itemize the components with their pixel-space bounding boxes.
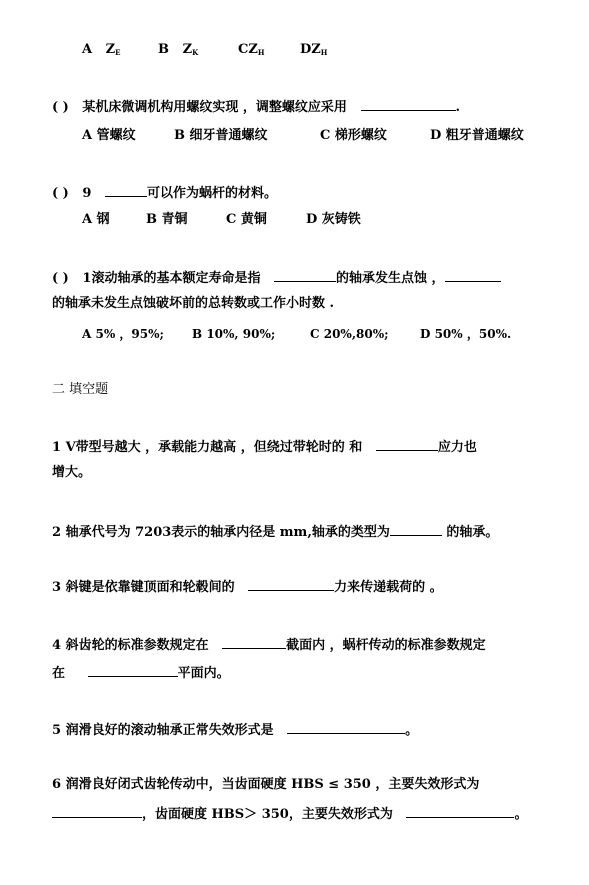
q0-option-b-value: Z [182, 42, 193, 57]
f4-text-post: 截面内 ，蜗杆传动的标准参数规定 [286, 638, 486, 653]
q0-option-d-value: DZ [300, 42, 321, 57]
q3-paren: ( ) [52, 271, 69, 286]
f5-text-pre: 5 润滑良好的滚动轴承正常失效形式是 [52, 723, 274, 738]
q3-blank-2[interactable] [445, 269, 501, 282]
f3-blank[interactable] [248, 578, 334, 591]
q0-option-b-key: B [158, 42, 169, 57]
f2-line [52, 523, 498, 541]
q0-option-c [238, 42, 300, 61]
f2-text-post: 的轴承。 [446, 525, 499, 540]
q2-option-c: C 黄铜 [226, 212, 267, 227]
q3-text-line2: 的轴承未发生点蚀破坏前的总转数或工作小时数 . [52, 296, 335, 311]
f2-blank[interactable] [390, 523, 442, 536]
q1-text: 某机床微调机构用螺纹实现 ，调整螺纹应采用 [82, 100, 347, 115]
f4-blank-2[interactable] [88, 664, 178, 677]
f4-line2-pre: 在 [52, 666, 66, 681]
q3-option-d: D 50% ，50%. [420, 327, 512, 341]
q0-options [82, 42, 327, 61]
f4-line2 [52, 664, 230, 682]
q0-option-d-sub: H [320, 48, 328, 57]
f2-text-pre: 2 轴承代号为 7203表示的轴承内径是 mm,轴承的类型为 [52, 525, 390, 540]
f6-blank-2[interactable] [406, 805, 514, 818]
q2-option-b: B 青铜 [146, 212, 188, 227]
q2-text: 可以作为蜗杆的材料。 [147, 186, 278, 201]
f6-line2 [52, 805, 527, 823]
q1-option-d: D 粗牙普通螺纹 [430, 128, 524, 143]
q2-paren: ( ) [52, 186, 69, 201]
q1-option-a: A 管螺纹 [82, 128, 136, 143]
q0-option-b [158, 42, 238, 61]
q0-option-a [82, 42, 158, 61]
f4-line1 [52, 636, 486, 654]
q0-option-c-sub: H [257, 48, 265, 57]
f6-text-mid: ，齿面硬度 HBS＞ 350，主要失效形式为 [142, 807, 393, 822]
q3-text-pre: 1滚动轴承的基本额定寿命是指 [82, 271, 261, 286]
q1-blank[interactable] [361, 98, 456, 111]
f5-text-post: 。 [405, 723, 419, 738]
f6-line1: 6 润滑良好闭式齿轮传动中，当齿面硬度 HBS ≤ 350 ，主要失效形式为 [52, 777, 480, 792]
f1-line1 [52, 438, 477, 456]
q3-text-mid: 的轴承发生点蚀 ， [336, 271, 445, 286]
q1-stem [52, 98, 460, 116]
f4-blank-1[interactable] [222, 636, 286, 649]
q1-option-c: C 梯形螺纹 [320, 128, 387, 143]
f1-text-pre: 1 V带型号越大 ，承载能力越高 ，但绕过带轮时的 和 [52, 440, 363, 455]
f3-text-post: 力来传递载荷的 。 [334, 580, 443, 595]
q1-options [82, 128, 524, 144]
q1-end: . [455, 100, 461, 115]
f6-text-end: 。 [514, 807, 528, 822]
f6-blank-1[interactable] [52, 805, 142, 818]
q0-option-c-value: CZ [238, 42, 258, 57]
q1-paren: ( ) [52, 100, 69, 115]
q2-options [82, 212, 361, 228]
q0-option-a-value: Z [105, 42, 116, 57]
q2-stem [52, 184, 277, 202]
f4-line2-post: 平面内。 [177, 666, 230, 681]
q3-option-b: B 10%, 90%; [192, 327, 276, 341]
q1-option-b: B 细牙普通螺纹 [174, 128, 268, 143]
q3-option-a: A 5% ，95%; [82, 327, 164, 341]
q0-option-d [300, 42, 327, 61]
f1-text-post: 应力也 [437, 440, 477, 455]
q0-option-b-sub: K [192, 48, 199, 57]
f5-line [52, 721, 418, 739]
f1-line2: 增大。 [52, 465, 92, 480]
q2-blank[interactable] [105, 184, 147, 197]
q3-option-c: C 20%,80%; [310, 327, 389, 341]
q0-option-a-key: A [82, 42, 93, 57]
f3-text-pre: 3 斜键是依靠键顶面和轮毂间的 [52, 580, 235, 595]
q3-stem [52, 269, 501, 287]
f4-text-pre: 4 斜齿轮的标准参数规定在 [52, 638, 209, 653]
q2-option-a: A 钢 [82, 212, 110, 227]
q2-number: 9 [82, 186, 92, 201]
section-heading: 二 填空题 [52, 382, 109, 397]
q3-options [82, 326, 511, 342]
q2-option-d: D 灰铸铁 [306, 212, 361, 227]
f3-line [52, 578, 443, 596]
f1-blank[interactable] [376, 438, 438, 451]
f5-blank[interactable] [287, 721, 405, 734]
q0-option-a-sub: E [115, 48, 121, 57]
q3-blank-1[interactable] [274, 269, 336, 282]
